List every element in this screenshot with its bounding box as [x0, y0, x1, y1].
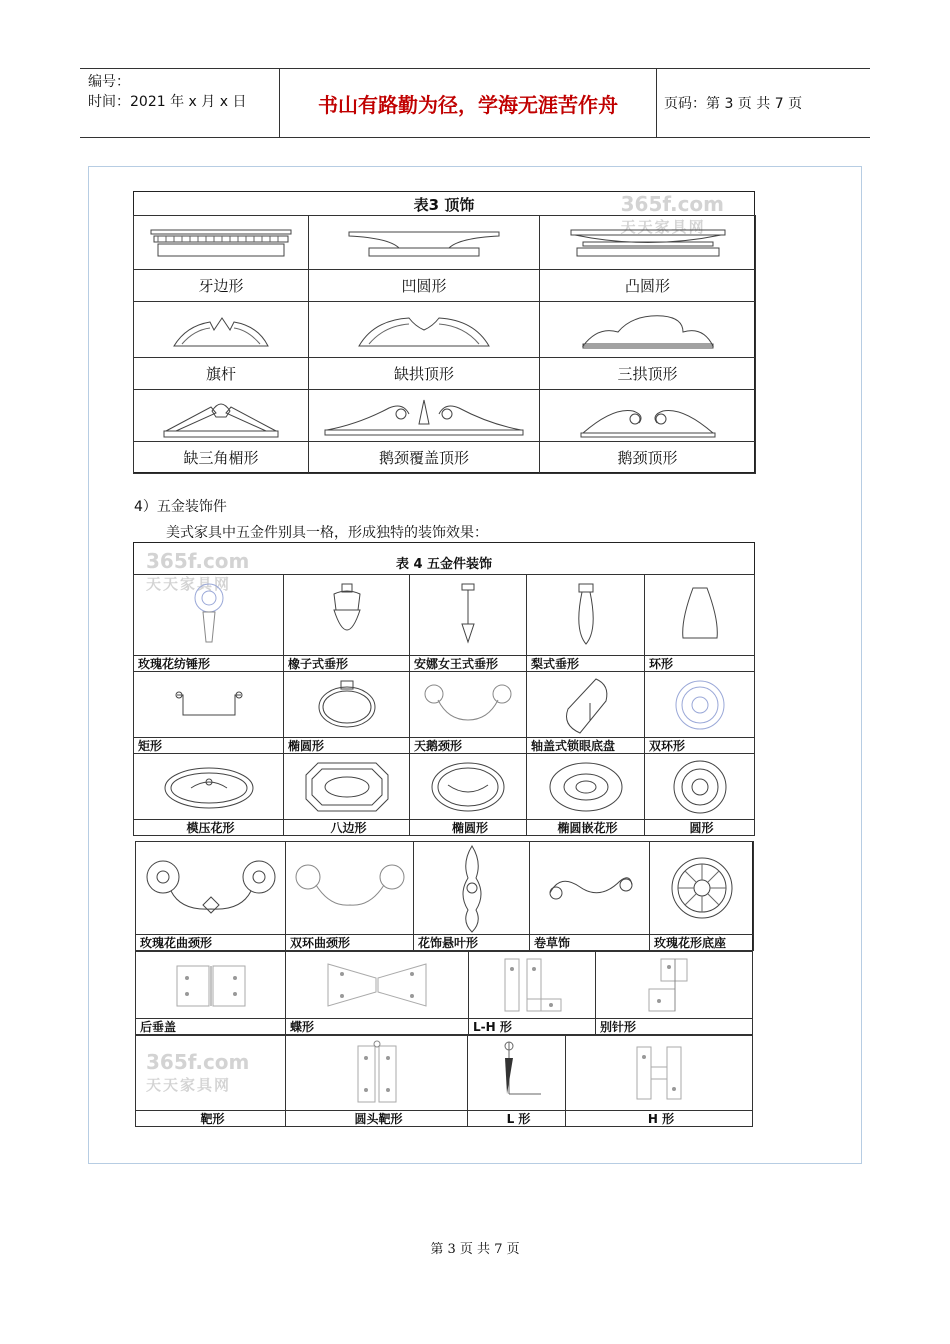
table3-title: 表3 顶饰	[413, 196, 475, 214]
molding-image-dentil	[133, 215, 309, 270]
molding-label: 缺拱顶形	[308, 357, 540, 390]
floral-pendant-icon	[452, 842, 492, 934]
hardware-cell: 椭圆形	[283, 671, 410, 754]
lh-hinge-icon	[497, 955, 567, 1015]
molding-image-swan-neck	[539, 389, 756, 442]
oval-plate-icon	[428, 759, 508, 815]
scroll-icon	[540, 863, 640, 913]
hardware-cell: 双环形	[644, 671, 755, 754]
table4-block4	[135, 1035, 753, 1127]
double-ring-bail-icon	[290, 853, 410, 923]
table4-block1	[134, 575, 755, 836]
molding-label: 鹅颈顶形	[539, 441, 756, 474]
hardware-cell: 矩形	[133, 671, 284, 754]
hardware-cell: 环形	[644, 574, 755, 672]
header-page-label: 页码：第 3 页 共 7 页	[664, 96, 803, 112]
hardware-cell: 后垂盖	[135, 951, 286, 1035]
molding-image-ovolo	[539, 215, 756, 270]
hardware-cell: 双环曲颈形	[285, 841, 414, 951]
queen-anne-drop-icon	[453, 580, 483, 650]
header-meta	[80, 69, 280, 137]
table4-block4-watermark: 365f.com 天天家具网	[146, 1050, 250, 1094]
hardware-cell: 安娜女王式垂形	[409, 574, 527, 672]
oval-inlay-icon	[546, 759, 626, 815]
header-motto: 书山有路勤为径，学海无涯苦作舟	[280, 69, 657, 137]
pear-drop-icon	[566, 580, 606, 650]
molding-label: 缺三角楣形	[133, 441, 309, 474]
l-hinge-icon	[487, 1038, 547, 1108]
stamped-floral-icon	[159, 762, 259, 812]
pin-hinge-icon	[639, 955, 709, 1015]
hardware-cell: 玫瑰花纺锤形	[133, 574, 284, 672]
molding-image-broken-pediment	[133, 389, 309, 442]
page-footer: 第 3 页 共 7 页	[430, 1242, 520, 1257]
octagon-plate-icon	[302, 759, 392, 815]
hardware-cell: L 形	[467, 1035, 566, 1127]
hardware-cell: 椭圆形	[409, 753, 527, 836]
molding-image-cove	[308, 215, 540, 270]
hardware-cell: 模压花形	[133, 753, 284, 836]
hardware-cell: 蝶形	[285, 951, 469, 1035]
hardware-cell: 梨式垂形	[526, 574, 645, 672]
table4-hardware	[133, 542, 755, 836]
acorn-drop-icon	[322, 580, 372, 650]
hardware-cell: 八边形	[283, 753, 410, 836]
hardware-cell: 卷草饰	[529, 841, 650, 951]
rose-bail-icon	[141, 853, 281, 923]
rectangular-bail-icon	[169, 685, 249, 725]
hardware-cell: 天鹅颈形	[409, 671, 527, 754]
hardware-cell: 玫瑰花形底座	[649, 841, 754, 951]
hardware-cell: L-H 形	[468, 951, 596, 1035]
hardware-cell: 轴盖式锁眼底盘	[526, 671, 645, 754]
hardware-cell: 圆形	[644, 753, 755, 836]
round-rosette-icon	[670, 757, 730, 817]
table4-block3	[135, 951, 753, 1035]
number-label: 编号：	[88, 74, 130, 90]
hardware-cell: 橡子式垂形	[283, 574, 410, 672]
section-paragraph: 美式家具中五金件别具一格，形成独特的装饰效果：	[166, 525, 488, 541]
hardware-cell: 玫瑰花曲颈形	[135, 841, 286, 951]
table3-grid	[134, 216, 755, 473]
round-head-hinge-icon	[352, 1040, 402, 1106]
molding-label: 牙边形	[133, 269, 309, 302]
table4-watermark: 365f.com 天天家具网	[146, 549, 250, 593]
molding-image-swan-neck-covered	[308, 389, 540, 442]
oval-ring-icon	[312, 677, 382, 733]
hardware-cell: 别针形	[595, 951, 753, 1035]
molding-image-triple-arch	[539, 301, 756, 358]
table3-crown-molding	[133, 191, 755, 473]
time-label: 时间：2021 年 x 月 x 日	[88, 94, 247, 110]
molding-label: 三拱顶形	[539, 357, 756, 390]
molding-label: 旗杆	[133, 357, 309, 390]
hardware-cell: H 形	[565, 1035, 753, 1127]
table4-block2	[135, 841, 753, 951]
table4-title: 表 4 五金件装饰	[395, 557, 493, 572]
page-header	[80, 68, 870, 138]
molding-label: 凹圆形	[308, 269, 540, 302]
hardware-cell: 椭圆嵌花形	[526, 753, 645, 836]
butterfly-hinge-icon	[322, 960, 432, 1010]
keyhole-escutcheon-icon	[556, 675, 616, 735]
section-heading: 4）五金装饰件	[134, 499, 227, 515]
molding-image-broken-arch	[308, 301, 540, 358]
table3-watermark: 365f.com 天天家具网	[620, 192, 724, 236]
rose-spindle-icon	[179, 580, 239, 650]
swan-neck-bail-icon	[418, 680, 518, 730]
hardware-cell: 圆头靶形	[285, 1035, 468, 1127]
rose-base-icon	[667, 853, 737, 923]
h-hinge-icon	[629, 1043, 689, 1103]
double-ring-icon	[670, 675, 730, 735]
hardware-cell: 花饰悬叶形	[413, 841, 530, 951]
ring-pull-icon	[675, 580, 725, 650]
molding-label: 鹅颈覆盖顶形	[308, 441, 540, 474]
butt-hinge-icon	[171, 960, 251, 1010]
molding-image-flagpole	[133, 301, 309, 358]
hardware-cell: 靶形	[135, 1035, 286, 1127]
molding-label: 凸圆形	[539, 269, 756, 302]
